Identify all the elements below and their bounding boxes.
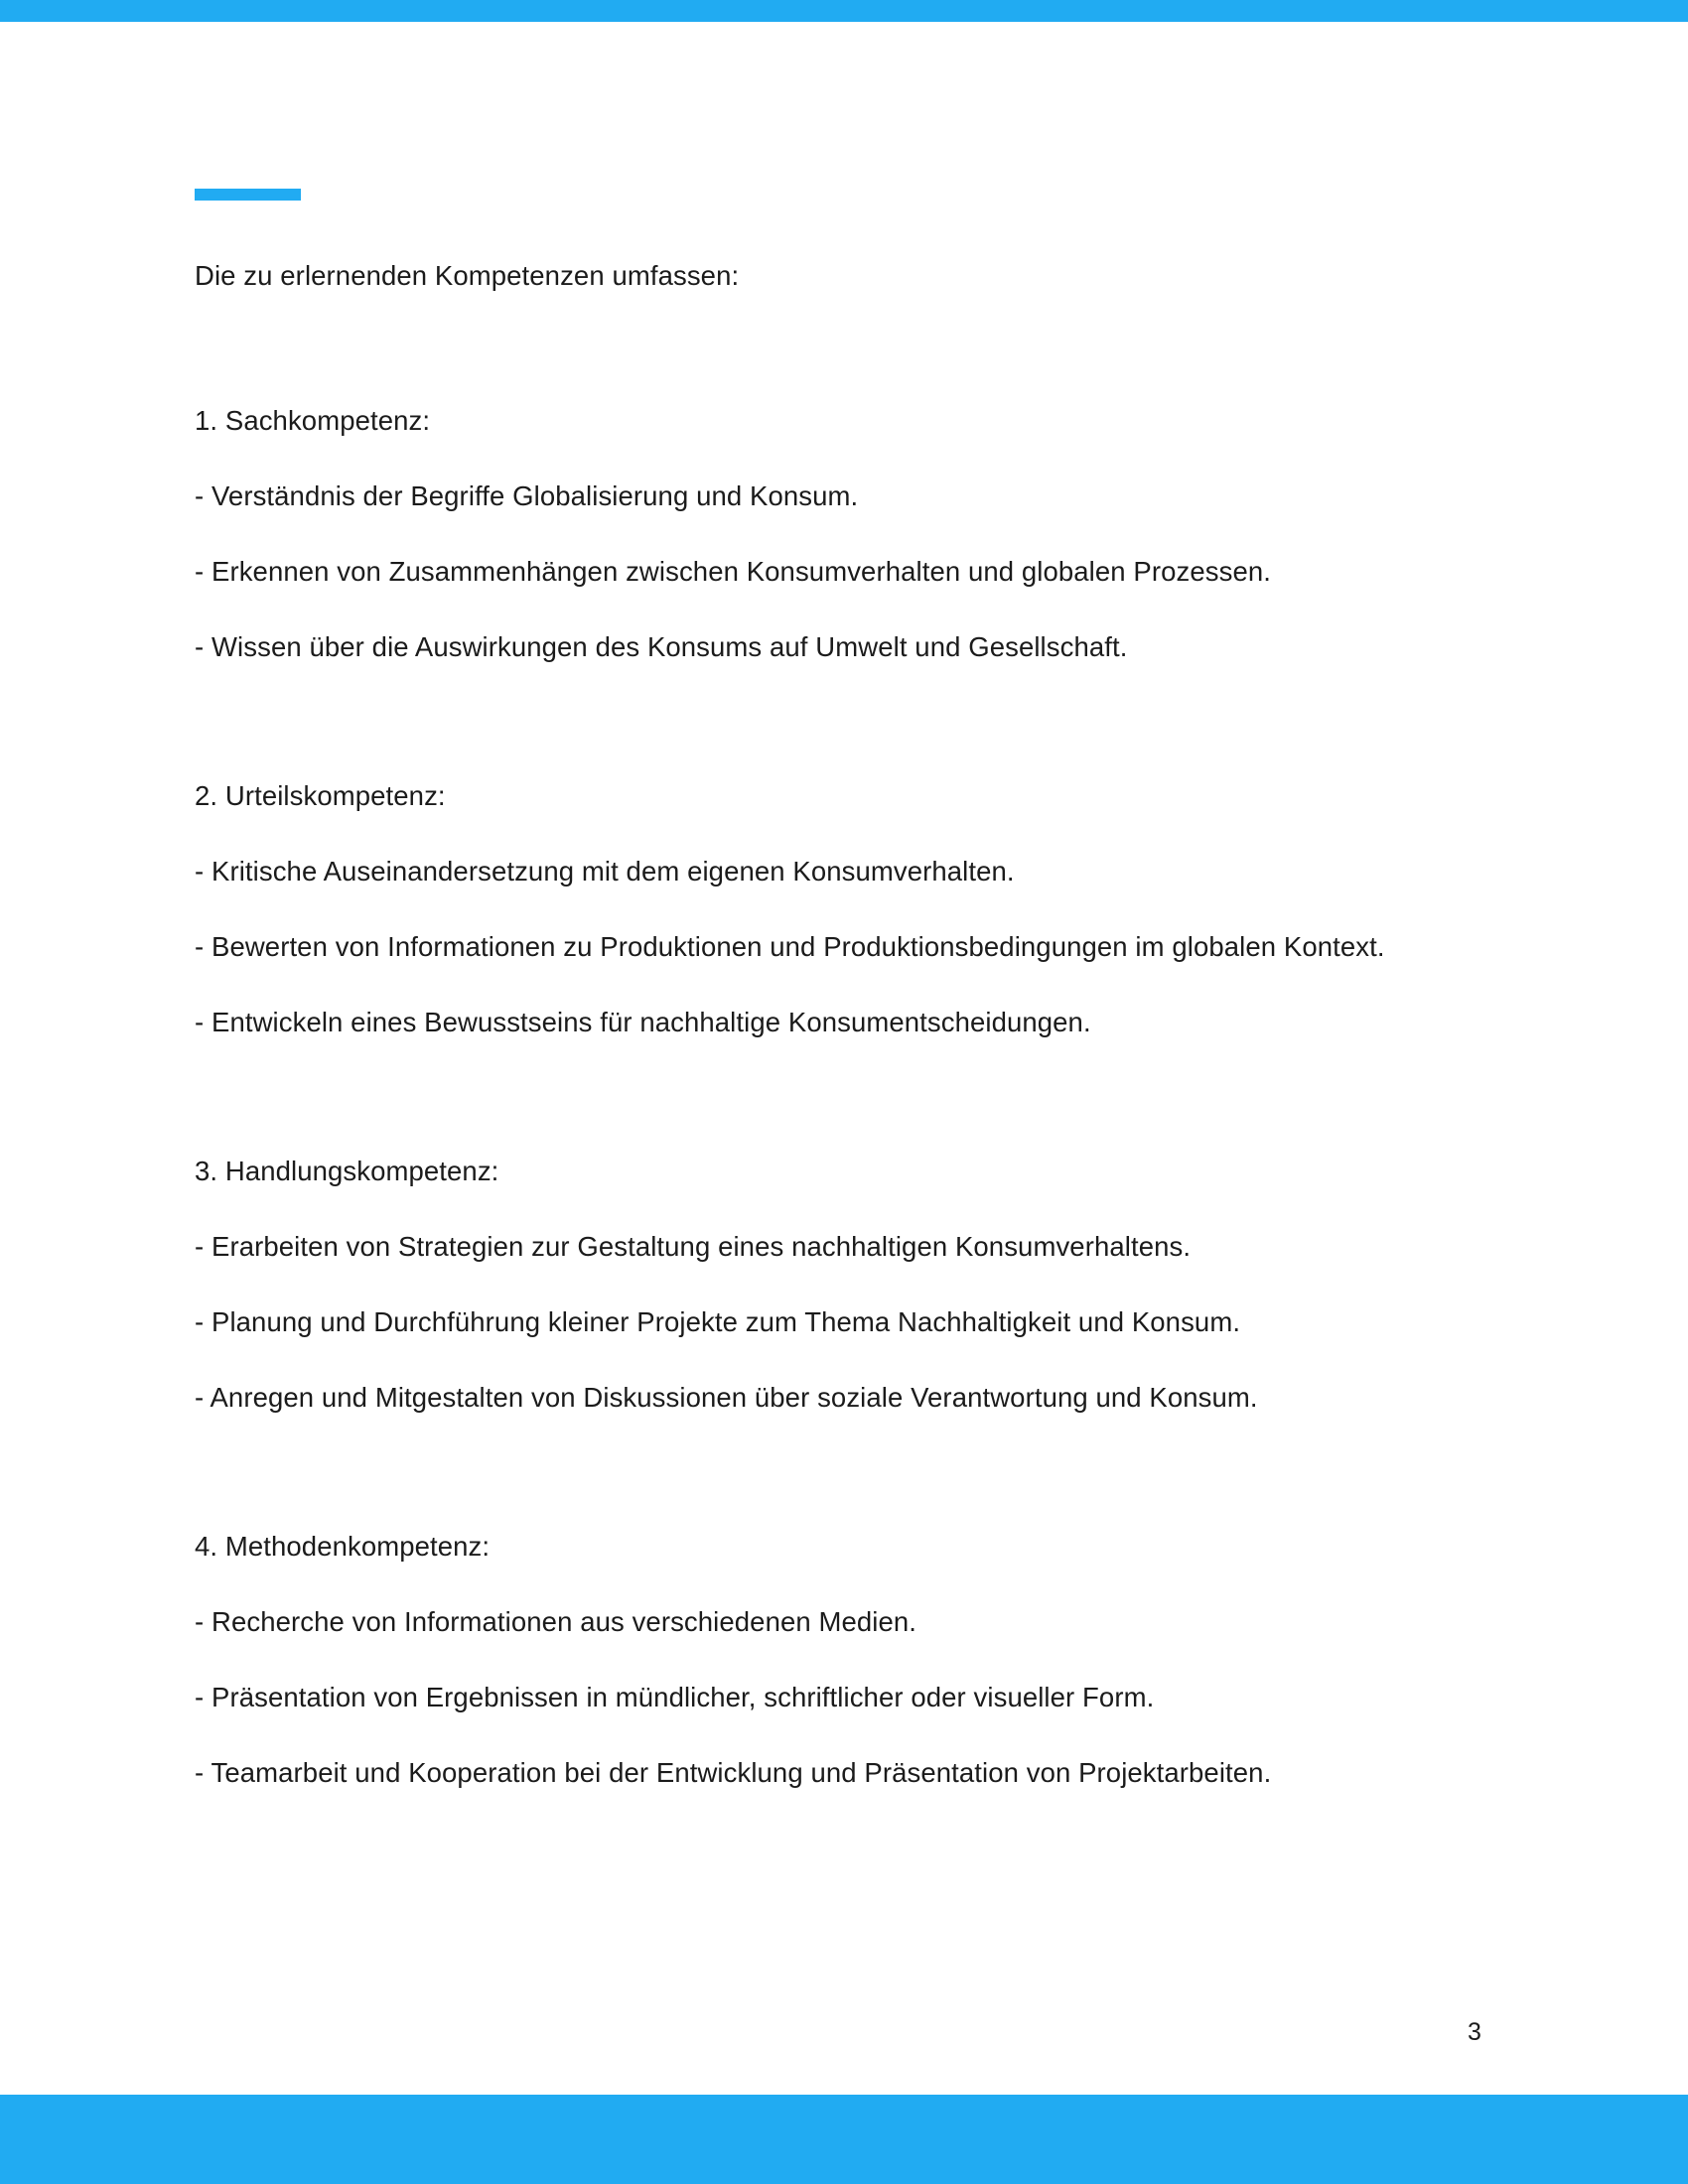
section-4-item-1: - Recherche von Informationen aus verschiedenen Medien.: [195, 1606, 917, 1637]
spacer-block: [195, 667, 1490, 776]
section-3-item-3: - Anregen und Mitgestalten von Diskussionen über soziale Verantwortung und Konsum.: [195, 1382, 1258, 1413]
spacer: [195, 816, 1490, 852]
spacer: [195, 967, 1490, 1003]
section-heading-2: 2. Urteilskompetenz:: [195, 780, 446, 811]
intro-paragraph: Die zu erlernenden Kompetenzen umfassen:: [195, 260, 740, 291]
spacer-block: [195, 1418, 1490, 1527]
spacer: [195, 1567, 1490, 1602]
spacer: [195, 592, 1490, 627]
spacer: [195, 1191, 1490, 1227]
spacer-intro: [195, 296, 1490, 401]
section-3-item-1: - Erarbeiten von Strategien zur Gestaltung eines nachhaltigen Konsumverhaltens.: [195, 1231, 1192, 1262]
section-1-item-1: - Verständnis der Begriffe Globalisierung und Konsum.: [195, 480, 859, 511]
bottom-accent-bar: [0, 2095, 1688, 2184]
section-2-item-1: - Kritische Auseinandersetzung mit dem eigenen Konsumverhalten.: [195, 856, 1015, 887]
spacer: [195, 1267, 1490, 1302]
spacer: [195, 1342, 1490, 1378]
spacer: [195, 441, 1490, 477]
section-2-item-2: - Bewerten von Informationen zu Produktionen und Produktionsbedingungen im globalen Kontext.: [195, 931, 1385, 962]
section-1-item-2: - Erkennen von Zusammenhängen zwischen Konsumverhalten und globalen Prozessen.: [195, 556, 1271, 587]
page-number: 3: [1468, 2018, 1481, 2046]
section-3-item-2: - Planung und Durchführung kleiner Projekte zum Thema Nachhaltigkeit und Konsum.: [195, 1306, 1241, 1337]
spacer: [195, 1642, 1490, 1678]
section-1-item-3: - Wissen über die Auswirkungen des Konsums auf Umwelt und Gesellschaft.: [195, 631, 1128, 662]
spacer: [195, 1717, 1490, 1753]
section-heading-1: 1. Sachkompetenz:: [195, 405, 431, 436]
spacer-block: [195, 1042, 1490, 1152]
section-2-item-3: - Entwickeln eines Bewusstseins für nachhaltige Konsumentscheidungen.: [195, 1007, 1091, 1037]
section-4-item-3: - Teamarbeit und Kooperation bei der Entwicklung und Präsentation von Projektarbeiten.: [195, 1757, 1272, 1788]
section-4-item-2: - Präsentation von Ergebnissen in mündlicher, schriftlicher oder visueller Form.: [195, 1682, 1155, 1712]
top-accent-bar: [0, 0, 1688, 22]
heading-accent-rule: [195, 189, 301, 201]
document-body: [195, 256, 1490, 1793]
section-heading-4: 4. Methodenkompetenz:: [195, 1531, 491, 1562]
section-heading-3: 3. Handlungskompetenz:: [195, 1156, 499, 1186]
spacer: [195, 516, 1490, 552]
spacer: [195, 891, 1490, 927]
